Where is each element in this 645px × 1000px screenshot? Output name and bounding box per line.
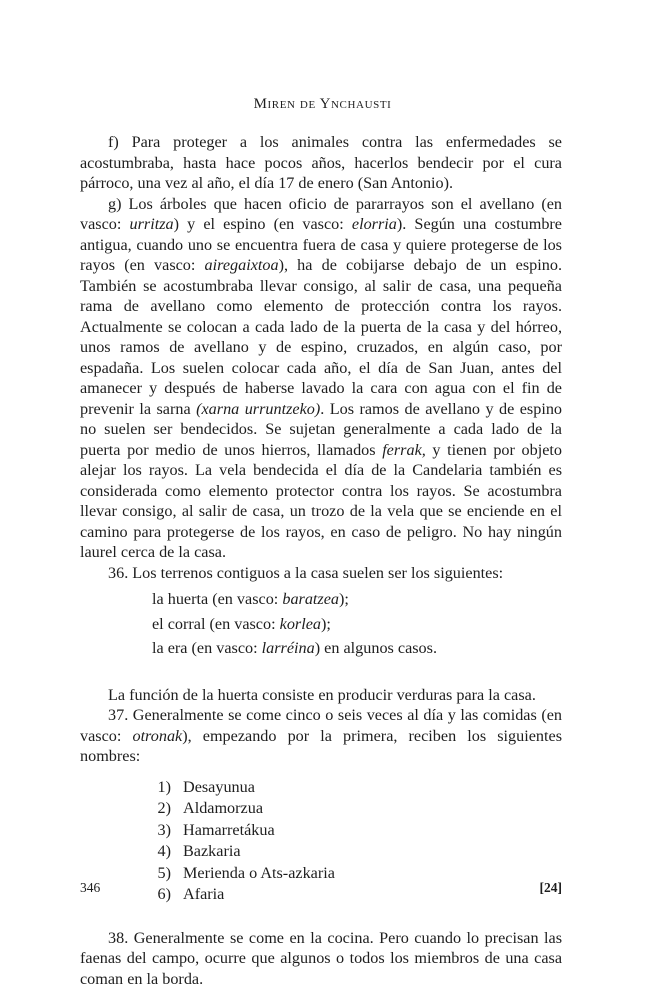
list-item: [80, 798, 562, 820]
paragraph-f: f) Para proteger a los animales contra las enfermedades se acostumbraba, hasta hace pocos años, hacerlos bendecir por el cura párroco, una vez al año, el día 17 de enero (San Antonio).: [80, 133, 562, 192]
paragraph-37: [80, 705, 562, 767]
comidas-list: [80, 777, 562, 906]
term-airegaixtoa: airegaixtoa: [204, 256, 279, 274]
list-item-text: Desayunua: [183, 777, 255, 796]
list-number: 4): [157, 842, 171, 860]
list-item-term: korlea: [279, 614, 321, 633]
list-item: [80, 841, 562, 863]
list-item-text: );: [339, 590, 349, 608]
header-author: Miren de Ynchausti: [253, 96, 392, 112]
list-item-text: ) en algunos casos.: [314, 639, 437, 657]
list-number: 3): [157, 820, 171, 839]
paragraph-g-text-3: ). Según una costumbre antigua, cuando uno se encuentra fuera de casa y quiere protegerse de los rayos (en vasco:: [80, 215, 562, 274]
term-otronak: otronak: [132, 726, 183, 745]
list-item-text: Merienda o Ats-azkaria: [183, 863, 335, 882]
list-item: [80, 614, 562, 635]
page-reference: [24]: [539, 880, 562, 895]
list-item-text: Afaria: [183, 885, 225, 903]
list-item-text: la era (en vasco:: [152, 639, 262, 657]
list-item-term: larréina: [261, 639, 315, 657]
paragraph-g-text-4: ), ha de cobijarse debajo de un espino. También se acostumbraba llevar consigo, al salir de casa, una pequeña rama de avellano como elemento de protección contra los rayos. Actualmente se colocan a cada lado de la puerta de la casa y del hórreo, unos ramos de avellano y de espino, cruzados, en algún caso, por espadaña. Los suelen colocar cada año, el día de San Juan, antes del amanecer y después de haberse lavado la cara con agua con el fin de prevenir la sarna: [80, 256, 562, 418]
term-ferrak: ferrak,: [382, 440, 426, 459]
page-number: 346: [80, 880, 101, 895]
paragraph-g-text-5: . Los ramos de avellano y de espino no suelen ser bendecidos. Se sujetan generalmente a cada lado de la puerta por medio de unos hierros, llamados: [80, 399, 563, 459]
paragraph-g: [80, 194, 562, 563]
term-urritza: urritza: [129, 215, 174, 233]
list-item-text: el corral (en vasco:: [152, 614, 280, 633]
paragraph-huerta: La función de la huerta consiste en producir verduras para la casa.: [108, 685, 536, 704]
list-number: 2): [157, 799, 171, 817]
paragraph-37-text-1: 37. Generalmente se come cinco o seis veces al día y las comidas (en vasco:: [80, 706, 562, 745]
term-xarna: (xarna urruntzeko): [196, 399, 321, 418]
list-item-term: baratzea: [282, 590, 339, 608]
list-item: [80, 589, 562, 610]
paragraph-g-text-2: ) y el espino (en vasco:: [173, 215, 352, 233]
list-item: [80, 820, 562, 842]
list-item: [80, 884, 562, 906]
paragraph-38: 38. Generalmente se come en la cocina. Pero cuando lo precisan las faenas del campo, ocurre que algunos o todos los miembros de una casa coman en la borda.: [80, 928, 562, 988]
body-text: [80, 132, 562, 989]
term-elorria: elorria: [351, 215, 397, 233]
list-item-text: la huerta (en vasco:: [152, 590, 283, 608]
paragraph-37-text-2: ), empezando por la primera, reciben los siguientes nombres:: [80, 726, 563, 765]
list-item-text: Bazkaria: [183, 842, 241, 860]
running-header: [0, 96, 645, 113]
paragraph-g-text-6: y tienen por objeto alejar los rayos. La vela bendecida el día de la Candelaria también es considerada como elemento protector contra los rayos. Se acostumbra llevar consigo, al salir de casa, un trozo de la vela que se enciende en el camino para protegerse de los rayos, en caso de peligro. No hay ningún laurel cerca de la casa.: [80, 440, 562, 561]
list-item: [80, 863, 562, 885]
list-item-text: Aldamorzua: [183, 799, 264, 817]
paragraph-g-text-1: g) Los árboles que hacen oficio de pararrayos son el avellano (en vasco:: [80, 194, 562, 233]
spacer: [80, 906, 562, 928]
list-item-text: Hamarretákua: [183, 820, 275, 839]
list-item-text: );: [321, 614, 331, 633]
terrenos-list: [80, 589, 562, 659]
list-item: [80, 777, 562, 799]
list-number: 6): [157, 885, 171, 903]
paragraph-36: 36. Los terrenos contiguos a la casa suelen ser los siguientes:: [108, 563, 504, 582]
list-number: 1): [157, 777, 171, 796]
list-number: 5): [157, 863, 171, 882]
spacer: [80, 663, 562, 685]
list-item: [80, 638, 562, 659]
